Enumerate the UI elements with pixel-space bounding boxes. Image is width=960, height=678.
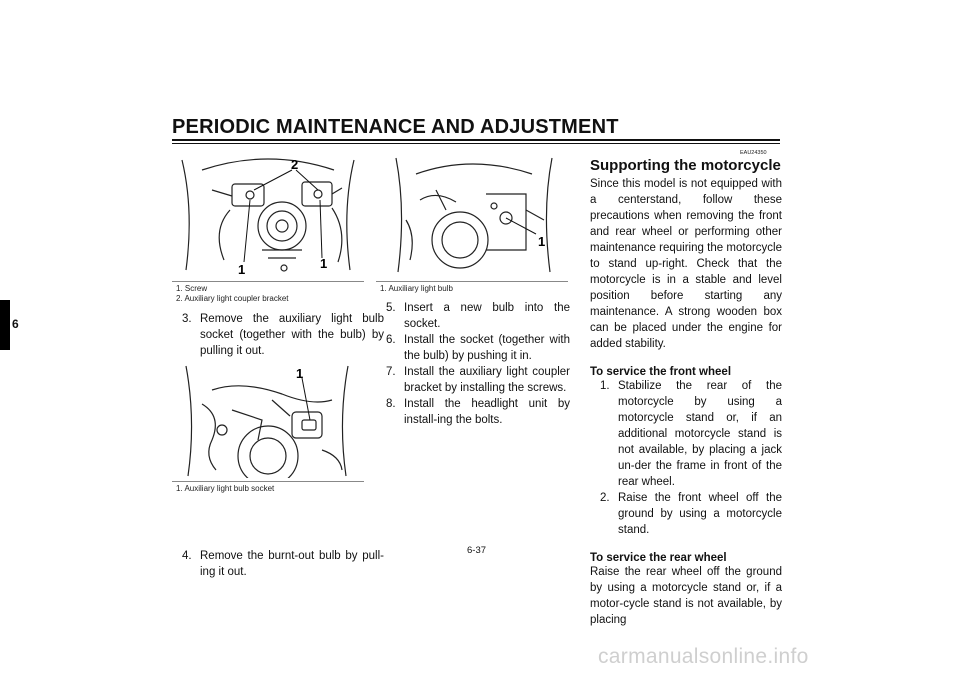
header-rule-thin (172, 143, 780, 144)
front-wheel-heading: To service the front wheel (590, 366, 732, 378)
step-4 (182, 548, 384, 580)
step-number: 4. (182, 550, 192, 562)
figure-caption: 1. Auxiliary light bulb socket (176, 484, 275, 493)
section-code: EAU24350 (740, 150, 767, 156)
step-8 (386, 396, 570, 428)
step-text: Insert a new bulb into the socket. (404, 302, 570, 330)
step-3 (182, 311, 384, 359)
watermark: carmanualsonline.info (598, 645, 809, 668)
figure-separator (172, 481, 364, 482)
figure-bulb-socket (172, 360, 364, 478)
callout-1b: 1 (320, 256, 328, 271)
rear-wheel-heading: To service the rear wheel (590, 552, 727, 564)
step-number: 2. (600, 492, 610, 504)
callout-2: 2 (291, 157, 299, 172)
step-number: 8. (386, 398, 396, 410)
section-title: Supporting the motorcycle (590, 157, 781, 174)
step-number: 6. (386, 334, 396, 346)
page-title: PERIODIC MAINTENANCE AND ADJUSTMENT (172, 116, 619, 138)
step-text: Install the socket (together with the bulb) by pushing it in. (404, 334, 570, 362)
figure-coupler-bracket (172, 150, 364, 278)
figure-caption: 1. Auxiliary light bulb (380, 284, 453, 293)
step-text: Remove the auxiliary light bulb socket (together with the bulb) by pulling it out. (200, 313, 384, 357)
rear-wheel-text: Raise the rear wheel off the ground by using a motorcycle stand or, if a motor-cycle stand is not available, by placing (590, 566, 782, 626)
steps-column (386, 300, 570, 428)
front-step-2 (600, 490, 782, 538)
front-step-1 (600, 378, 782, 490)
step-text: Install the auxiliary light coupler bracket by installing the screws. (404, 366, 570, 394)
step-number: 3. (182, 313, 192, 325)
figure-auxiliary-bulb (376, 150, 568, 278)
step-text: Install the headlight unit by install-ing the bolts. (404, 398, 570, 426)
step-6 (386, 332, 570, 364)
callout-1: 1 (538, 234, 546, 249)
step-number: 7. (386, 366, 396, 378)
step-5 (386, 300, 570, 332)
step-number: 5. (386, 302, 396, 314)
figure-separator (172, 281, 364, 282)
step-text: Remove the burnt-out bulb by pull-ing it out. (200, 550, 384, 578)
step-text: Stabilize the rear of the motorcycle by using a motorcycle stand or, if an additional motorcycle stand is not available, by placing a jack un-der the frame in front of the rear wheel. (618, 380, 782, 488)
section-intro: Since this model is not equipped with a centerstand, follow these precautions when removing the front and rear wheel or performing other maintenance requiring the motorcycle to stand up-right. Check that the motorcycle is in a stable and level position before starting any maintenance. A strong wooden box can be placed under the engine for added stability. (590, 178, 782, 350)
chapter-tab (0, 300, 10, 350)
header-rule (172, 139, 780, 141)
step-text: Raise the front wheel off the ground by using a motorcycle stand. (618, 492, 782, 536)
section-supporting-motorcycle (590, 157, 782, 628)
figure-separator (376, 281, 568, 282)
figure-caption-1: 1. Screw (176, 284, 208, 293)
step-7 (386, 364, 570, 396)
callout-1a: 1 (238, 262, 246, 277)
step-number: 1. (600, 380, 610, 392)
page-number: 6-37 (467, 545, 487, 556)
figure-caption-2: 2. Auxiliary light coupler bracket (176, 294, 289, 303)
callout-1: 1 (296, 366, 304, 381)
chapter-tab-label: 6 (12, 317, 19, 331)
